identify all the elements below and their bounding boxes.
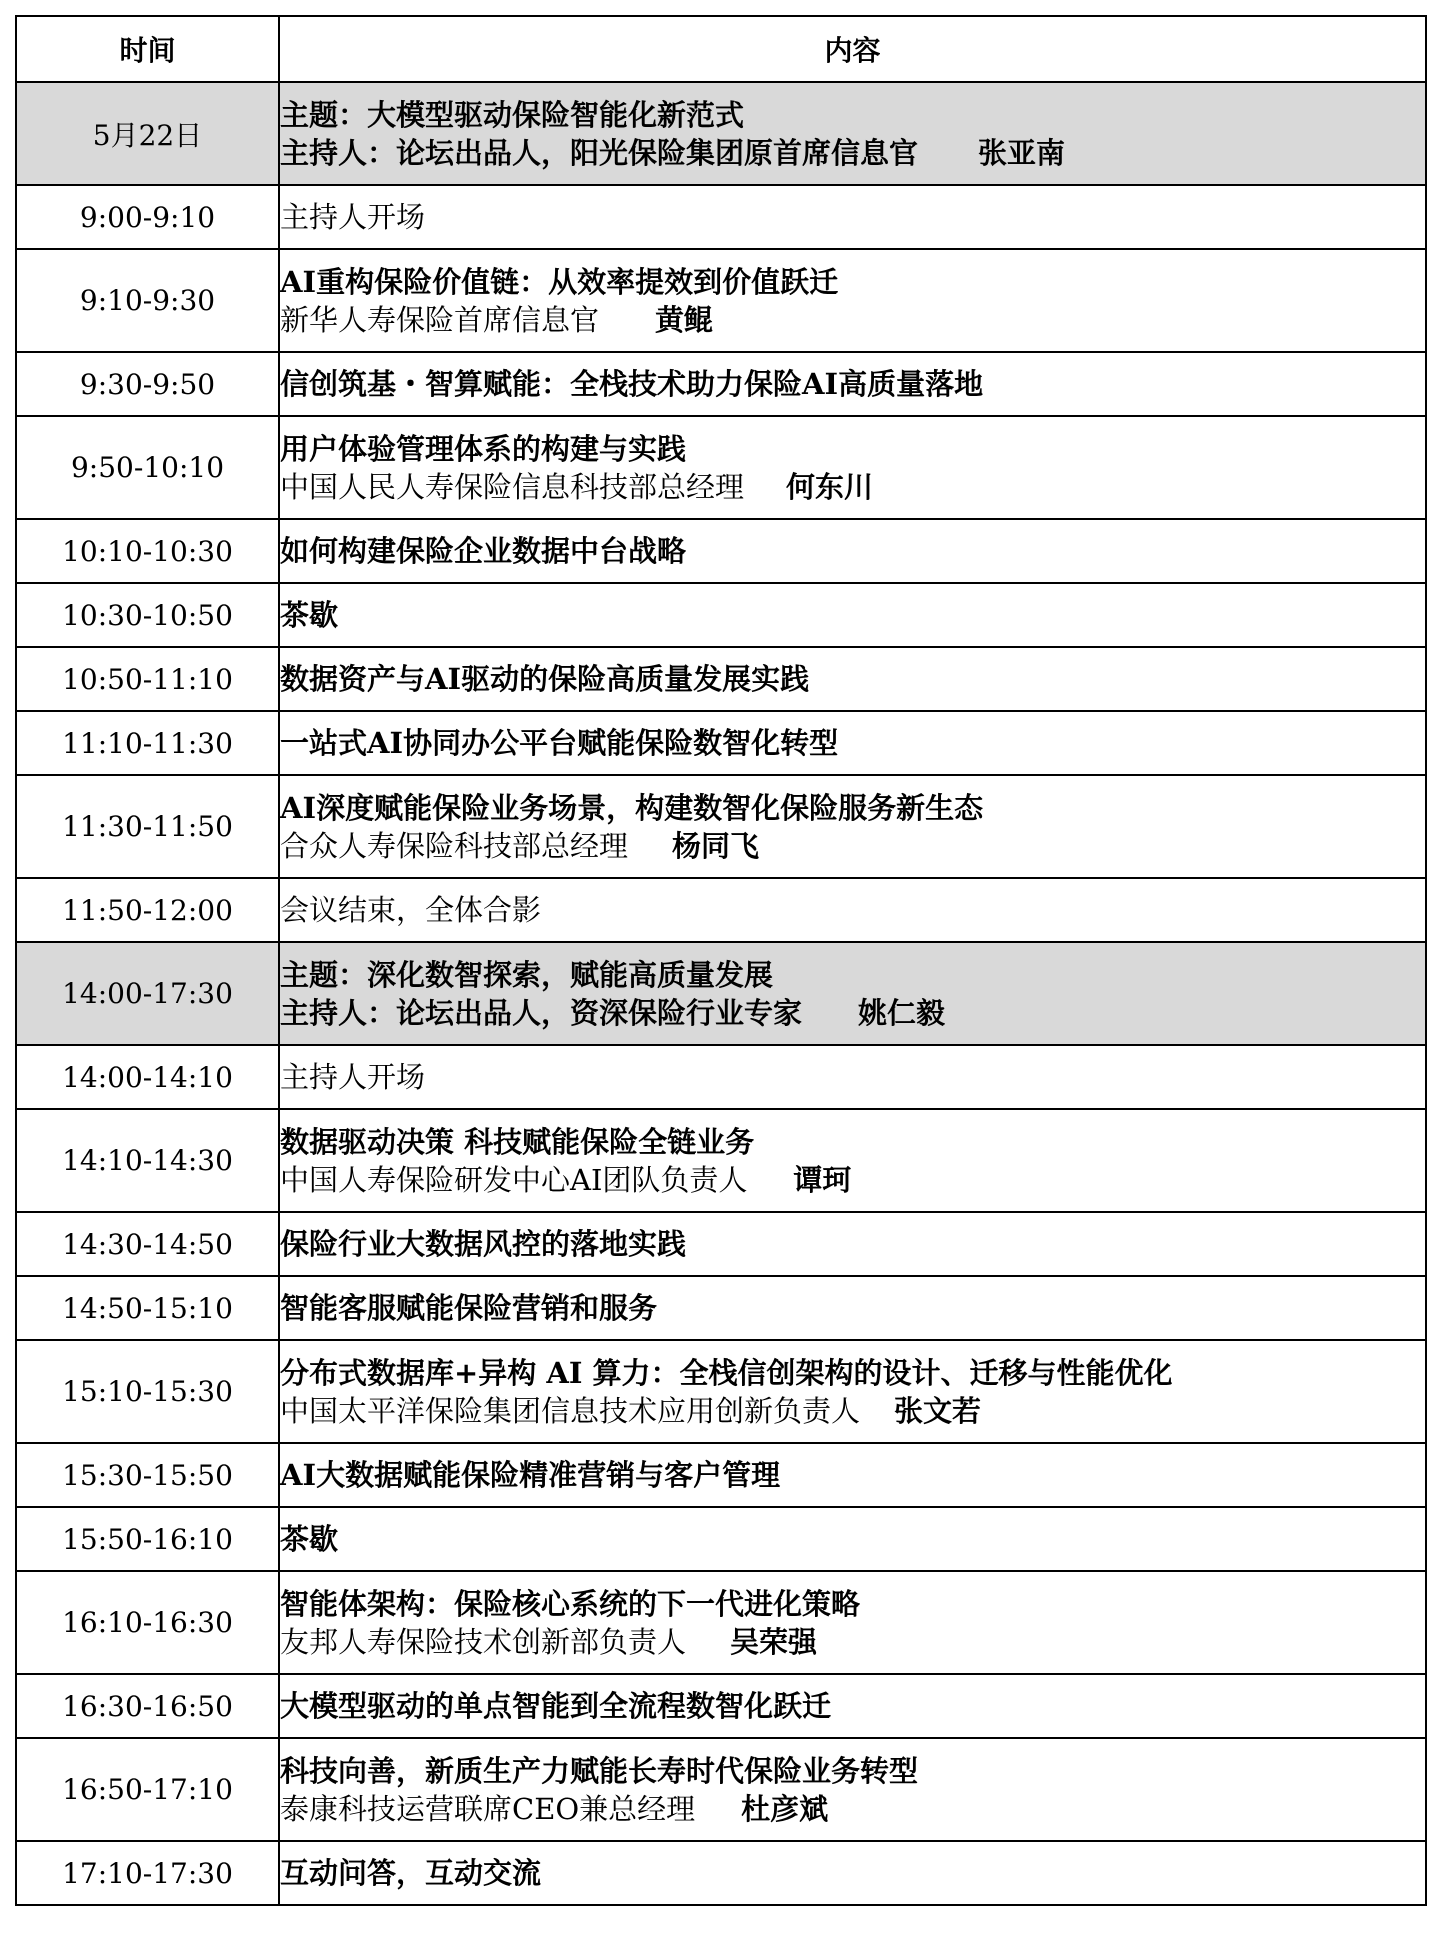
row-time: 16:10-16:30 xyxy=(16,1571,279,1674)
table-row xyxy=(16,1109,1426,1212)
table-row xyxy=(16,647,1426,711)
row-time: 9:10-9:30 xyxy=(16,249,279,352)
table-row xyxy=(16,82,1426,185)
session-title: 信创筑基・智算赋能：全栈技术助力保险AI高质量落地 xyxy=(280,367,984,401)
row-content xyxy=(279,249,1426,352)
speaker-title: 中国太平洋保险集团信息技术应用创新负责人 xyxy=(280,1393,861,1428)
row-time: 9:50-10:10 xyxy=(16,416,279,519)
row-content xyxy=(279,1841,1426,1905)
speaker-line xyxy=(280,1623,1425,1661)
row-time: 16:30-16:50 xyxy=(16,1674,279,1738)
row-time: 10:50-11:10 xyxy=(16,647,279,711)
row-time: 14:00-17:30 xyxy=(16,942,279,1045)
session-title: AI重构保险价值链：从效率提效到价值跃迁 xyxy=(280,264,839,299)
table-row xyxy=(16,1045,1426,1109)
speaker-name: 何东川 xyxy=(786,469,874,504)
row-content xyxy=(279,1045,1426,1109)
row-time: 15:30-15:50 xyxy=(16,1443,279,1507)
speaker-name: 吴荣强 xyxy=(730,1624,818,1659)
table-row xyxy=(16,1340,1426,1443)
session-title: 分布式数据库+异构 AI 算力：全栈信创架构的设计、迁移与性能优化 xyxy=(280,1355,1173,1390)
table-row xyxy=(16,352,1426,416)
session-title: 主持人开场 xyxy=(280,1060,426,1094)
session-title: AI深度赋能保险业务场景，构建数智化保险服务新生态 xyxy=(280,790,984,825)
row-content xyxy=(279,352,1426,416)
session-title: 茶歇 xyxy=(280,1522,339,1556)
session-title: 主持人开场 xyxy=(280,200,426,234)
table-row xyxy=(16,185,1426,249)
row-time: 9:30-9:50 xyxy=(16,352,279,416)
speaker-line xyxy=(280,301,1425,339)
session-title: 一站式AI协同办公平台赋能保险数智化转型 xyxy=(280,726,839,760)
row-content xyxy=(279,1109,1426,1212)
speaker-title: 合众人寿保险科技部总经理 xyxy=(280,828,629,863)
row-content xyxy=(279,942,1426,1045)
row-time: 10:10-10:30 xyxy=(16,519,279,583)
speaker-line xyxy=(280,1392,1425,1430)
session-title: 保险行业大数据风控的落地实践 xyxy=(280,1227,687,1261)
session-title: 数据驱动决策 科技赋能保险全链业务 xyxy=(280,1124,755,1159)
row-time: 15:50-16:10 xyxy=(16,1507,279,1571)
table-row xyxy=(16,1738,1426,1841)
session-title: 主题：深化数智探索，赋能高质量发展 xyxy=(280,957,774,992)
row-content xyxy=(279,1674,1426,1738)
row-time: 9:00-9:10 xyxy=(16,185,279,249)
session-title: 智能体架构：保险核心系统的下一代进化策略 xyxy=(280,1586,861,1621)
row-time: 14:50-15:10 xyxy=(16,1276,279,1340)
row-content xyxy=(279,416,1426,519)
speaker-line xyxy=(280,1790,1425,1828)
row-time: 11:50-12:00 xyxy=(16,878,279,942)
agenda-table xyxy=(15,15,1427,1906)
row-content xyxy=(279,1507,1426,1571)
session-title: 科技向善，新质生产力赋能长寿时代保险业务转型 xyxy=(280,1753,919,1788)
header-time: 时间 xyxy=(16,16,279,82)
row-time: 15:10-15:30 xyxy=(16,1340,279,1443)
table-row xyxy=(16,416,1426,519)
row-content xyxy=(279,647,1426,711)
header-content: 内容 xyxy=(279,16,1426,82)
session-title: 大模型驱动的单点智能到全流程数智化跃迁 xyxy=(280,1689,832,1723)
row-content xyxy=(279,878,1426,942)
speaker-title: 新华人寿保险首席信息官 xyxy=(280,302,600,337)
speaker-name: 谭珂 xyxy=(793,1162,852,1197)
table-row xyxy=(16,711,1426,775)
session-title: 互动问答，互动交流 xyxy=(280,1856,542,1890)
row-time: 14:10-14:30 xyxy=(16,1109,279,1212)
speaker-title: 主持人：论坛出品人，阳光保险集团原首席信息官 xyxy=(280,135,919,170)
table-row xyxy=(16,1276,1426,1340)
table-row xyxy=(16,519,1426,583)
speaker-name: 张亚南 xyxy=(978,135,1066,170)
speaker-line xyxy=(280,827,1425,865)
table-row xyxy=(16,583,1426,647)
table-row xyxy=(16,775,1426,878)
speaker-name: 杜彦斌 xyxy=(741,1791,829,1826)
table-row xyxy=(16,249,1426,352)
speaker-name: 杨同飞 xyxy=(672,828,760,863)
speaker-name: 张文若 xyxy=(894,1393,982,1428)
row-time: 14:00-14:10 xyxy=(16,1045,279,1109)
speaker-line xyxy=(280,468,1425,506)
session-title: 会议结束，全体合影 xyxy=(280,893,542,927)
row-content xyxy=(279,519,1426,583)
table-row xyxy=(16,1571,1426,1674)
row-time: 11:10-11:30 xyxy=(16,711,279,775)
speaker-line xyxy=(280,994,1425,1032)
row-time: 5月22日 xyxy=(16,82,279,185)
row-content xyxy=(279,1738,1426,1841)
table-row xyxy=(16,878,1426,942)
speaker-title: 泰康科技运营联席CEO兼总经理 xyxy=(280,1791,696,1826)
row-content xyxy=(279,1340,1426,1443)
session-title: 主题：大模型驱动保险智能化新范式 xyxy=(280,97,745,132)
row-time: 11:30-11:50 xyxy=(16,775,279,878)
row-content xyxy=(279,775,1426,878)
row-content xyxy=(279,711,1426,775)
table-body xyxy=(16,82,1426,1905)
row-content xyxy=(279,82,1426,185)
row-time: 16:50-17:10 xyxy=(16,1738,279,1841)
row-time: 17:10-17:30 xyxy=(16,1841,279,1905)
session-title: 用户体验管理体系的构建与实践 xyxy=(280,431,687,466)
session-title: AI大数据赋能保险精准营销与客户管理 xyxy=(280,1458,781,1492)
speaker-title: 中国人民人寿保险信息科技部总经理 xyxy=(280,469,745,504)
row-content xyxy=(279,583,1426,647)
speaker-name: 黄鲲 xyxy=(655,302,714,337)
session-title: 茶歇 xyxy=(280,598,339,632)
speaker-title: 主持人：论坛出品人，资深保险行业专家 xyxy=(280,995,803,1030)
session-title: 如何构建保险企业数据中台战略 xyxy=(280,534,687,568)
row-content xyxy=(279,1276,1426,1340)
row-content xyxy=(279,185,1426,249)
speaker-title: 友邦人寿保险技术创新部负责人 xyxy=(280,1624,687,1659)
table-row xyxy=(16,1212,1426,1276)
row-time: 10:30-10:50 xyxy=(16,583,279,647)
row-content xyxy=(279,1212,1426,1276)
table-row xyxy=(16,942,1426,1045)
table-header xyxy=(16,16,1426,82)
speaker-title: 中国人寿保险研发中心AI团队负责人 xyxy=(280,1162,748,1197)
table-row xyxy=(16,1507,1426,1571)
row-time: 14:30-14:50 xyxy=(16,1212,279,1276)
session-title: 数据资产与AI驱动的保险高质量发展实践 xyxy=(280,662,810,696)
speaker-name: 姚仁毅 xyxy=(858,995,946,1030)
row-content xyxy=(279,1443,1426,1507)
table-row xyxy=(16,1443,1426,1507)
row-content xyxy=(279,1571,1426,1674)
speaker-line xyxy=(280,1161,1425,1199)
table-row xyxy=(16,1674,1426,1738)
speaker-line xyxy=(280,134,1425,172)
table-row xyxy=(16,1841,1426,1905)
session-title: 智能客服赋能保险营销和服务 xyxy=(280,1291,658,1325)
